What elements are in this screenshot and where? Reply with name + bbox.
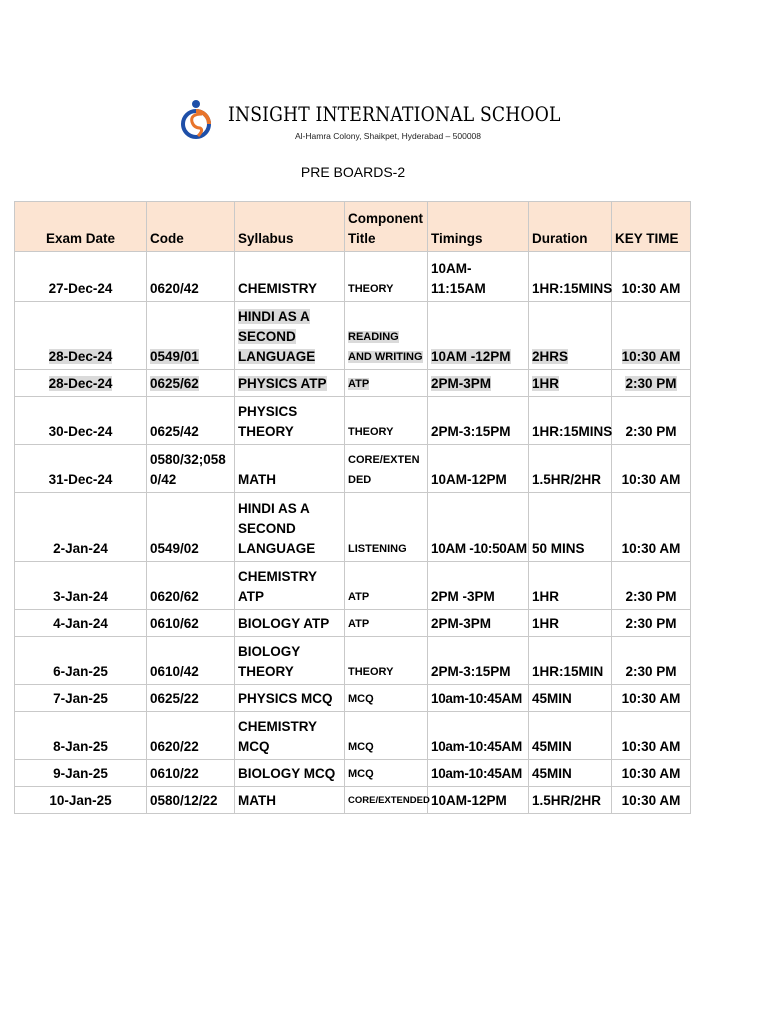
column-header: Timings — [428, 202, 529, 252]
code-cell: 0620/62 — [147, 562, 235, 610]
exam-date-cell — [15, 302, 147, 370]
code-cell: 0580/32;0580/42 — [147, 445, 235, 493]
component-cell: THEORY — [345, 397, 428, 445]
key-time-cell — [612, 302, 691, 370]
component-cell: MCQ — [345, 712, 428, 760]
syllabus-cell: PHYSICS MCQ — [235, 685, 345, 712]
syllabus-cell: MATH — [235, 787, 345, 814]
table-row — [15, 302, 691, 370]
highlighted-text: 0625/62 — [150, 376, 199, 391]
exam-date-cell: 4-Jan-24 — [15, 610, 147, 637]
component-cell: ATP — [345, 562, 428, 610]
duration-cell — [529, 302, 612, 370]
exam-date-cell: 27-Dec-24 — [15, 252, 147, 302]
table-row — [15, 370, 691, 397]
exam-date-cell: 31-Dec-24 — [15, 445, 147, 493]
syllabus-cell: BIOLOGY MCQ — [235, 760, 345, 787]
exam-date-cell: 3-Jan-24 — [15, 562, 147, 610]
table-row — [15, 760, 691, 787]
code-cell: 0549/02 — [147, 493, 235, 562]
duration-cell: 50 MINS — [529, 493, 612, 562]
highlighted-text: 1HR — [532, 376, 560, 391]
highlighted-text: 0549/01 — [150, 349, 199, 364]
column-header: Component Title — [345, 202, 428, 252]
letterhead — [180, 98, 561, 144]
syllabus-cell — [235, 370, 345, 397]
component-cell: THEORY — [345, 252, 428, 302]
highlighted-text: 10AM -12PM — [431, 349, 511, 364]
syllabus-cell: PHYSICS THEORY — [235, 397, 345, 445]
syllabus-cell: BIOLOGY THEORY — [235, 637, 345, 685]
highlighted-text: 28-Dec-24 — [48, 376, 113, 391]
table-row — [15, 445, 691, 493]
highlighted-text: ATP — [348, 378, 370, 390]
exam-date-cell: 8-Jan-25 — [15, 712, 147, 760]
highlighted-text: HINDI AS A SECOND LANGUAGE — [238, 309, 316, 364]
timing-cell — [428, 302, 529, 370]
timing-cell: 2PM-3:15PM — [428, 637, 529, 685]
column-header: Code — [147, 202, 235, 252]
code-cell: 0610/62 — [147, 610, 235, 637]
table-header-row — [15, 202, 691, 252]
school-address: Al-Hamra Colony, Shaikpet, Hyderabad – 500008 — [295, 131, 482, 141]
duration-cell: 1.5HR/2HR — [529, 787, 612, 814]
table-row — [15, 397, 691, 445]
key-time-cell: 2:30 PM — [612, 562, 691, 610]
component-cell: LISTENING — [345, 493, 428, 562]
table-row — [15, 787, 691, 814]
component-cell: MCQ — [345, 760, 428, 787]
timing-cell: 2PM -3PM — [428, 562, 529, 610]
code-cell: 0610/42 — [147, 637, 235, 685]
timing-cell: 2PM-3:15PM — [428, 397, 529, 445]
code-cell: 0580/12/22 — [147, 787, 235, 814]
table-row — [15, 252, 691, 302]
key-time-cell: 10:30 AM — [612, 712, 691, 760]
duration-cell: 1HR:15MINS — [529, 252, 612, 302]
duration-cell: 45MIN — [529, 712, 612, 760]
component-cell: CORE/EXTENDED — [345, 787, 428, 814]
column-header: KEY TIME — [612, 202, 691, 252]
exam-date-cell: 7-Jan-25 — [15, 685, 147, 712]
component-cell — [345, 370, 428, 397]
syllabus-cell: MATH — [235, 445, 345, 493]
table-row — [15, 712, 691, 760]
duration-cell: 1HR:15MINS — [529, 397, 612, 445]
timing-cell — [428, 370, 529, 397]
code-cell: 0625/22 — [147, 685, 235, 712]
exam-date-cell: 9-Jan-25 — [15, 760, 147, 787]
syllabus-cell: HINDI AS A SECOND LANGUAGE — [235, 493, 345, 562]
code-cell: 0610/22 — [147, 760, 235, 787]
school-name: INSIGHT INTERNATIONAL SCHOOL — [228, 102, 561, 126]
exam-date-cell: 2-Jan-24 — [15, 493, 147, 562]
table-row — [15, 493, 691, 562]
key-time-cell: 10:30 AM — [612, 252, 691, 302]
exam-date-cell: 10-Jan-25 — [15, 787, 147, 814]
timing-cell: 10AM-12PM — [428, 445, 529, 493]
component-cell — [345, 302, 428, 370]
duration-cell: 45MIN — [529, 760, 612, 787]
timing-cell: 10AM-12PM — [428, 787, 529, 814]
syllabus-cell: CHEMISTRY — [235, 252, 345, 302]
timing-cell: 10AM-11:15AM — [428, 252, 529, 302]
highlighted-text: 28-Dec-24 — [48, 349, 113, 364]
highlighted-text: 2PM-3PM — [431, 376, 492, 391]
duration-cell: 1HR:15MIN — [529, 637, 612, 685]
component-cell: THEORY — [345, 637, 428, 685]
column-header: Exam Date — [15, 202, 147, 252]
timing-cell: 10am-10:45AM — [428, 712, 529, 760]
table-row — [15, 562, 691, 610]
key-time-cell: 10:30 AM — [612, 685, 691, 712]
table-row — [15, 685, 691, 712]
syllabus-cell: CHEMISTRY MCQ — [235, 712, 345, 760]
duration-cell: 1.5HR/2HR — [529, 445, 612, 493]
timing-cell: 10am-10:45AM — [428, 685, 529, 712]
component-cell: ATP — [345, 610, 428, 637]
school-logo-icon — [180, 98, 212, 142]
syllabus-cell: BIOLOGY ATP — [235, 610, 345, 637]
column-header: Duration — [529, 202, 612, 252]
key-time-cell: 10:30 AM — [612, 445, 691, 493]
timing-cell: 2PM-3PM — [428, 610, 529, 637]
exam-title: PRE BOARDS-2 — [300, 164, 406, 180]
duration-cell: 45MIN — [529, 685, 612, 712]
exam-date-cell: 30-Dec-24 — [15, 397, 147, 445]
code-cell: 0625/42 — [147, 397, 235, 445]
exam-date-cell: 6-Jan-25 — [15, 637, 147, 685]
key-time-cell: 2:30 PM — [612, 610, 691, 637]
code-cell: 0620/22 — [147, 712, 235, 760]
key-time-cell — [612, 370, 691, 397]
exam-date-cell — [15, 370, 147, 397]
table-row — [15, 610, 691, 637]
highlighted-text: 10:30 AM — [621, 349, 681, 364]
timing-cell: 10am-10:45AM — [428, 760, 529, 787]
duration-cell — [529, 370, 612, 397]
duration-cell: 1HR — [529, 610, 612, 637]
timing-cell: 10AM -10:50AM — [428, 493, 529, 562]
key-time-cell: 10:30 AM — [612, 493, 691, 562]
key-time-cell: 10:30 AM — [612, 787, 691, 814]
code-cell — [147, 370, 235, 397]
duration-cell: 1HR — [529, 562, 612, 610]
key-time-cell: 2:30 PM — [612, 397, 691, 445]
highlighted-text: READING AND WRITING — [348, 331, 423, 363]
syllabus-cell — [235, 302, 345, 370]
component-cell: MCQ — [345, 685, 428, 712]
table-row — [15, 637, 691, 685]
column-header: Syllabus — [235, 202, 345, 252]
highlighted-text: 2:30 PM — [625, 376, 677, 391]
highlighted-text: 2HRS — [532, 349, 569, 364]
syllabus-cell: CHEMISTRY ATP — [235, 562, 345, 610]
component-cell: CORE/EXTENDED — [345, 445, 428, 493]
highlighted-text: PHYSICS ATP — [238, 376, 327, 391]
key-time-cell: 10:30 AM — [612, 760, 691, 787]
exam-schedule-table — [14, 201, 691, 814]
code-cell: 0620/42 — [147, 252, 235, 302]
key-time-cell: 2:30 PM — [612, 637, 691, 685]
code-cell — [147, 302, 235, 370]
